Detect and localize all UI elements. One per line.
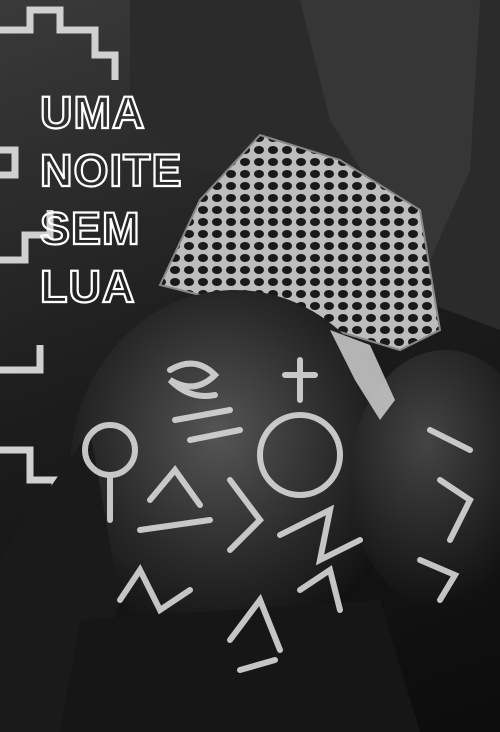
poster-title: [40, 84, 183, 316]
title-line-3: SEM: [40, 203, 141, 254]
title-line-1: UMA: [40, 87, 146, 138]
title-line-2: NOITE: [40, 145, 183, 196]
title-line-4: LUA: [40, 261, 136, 312]
